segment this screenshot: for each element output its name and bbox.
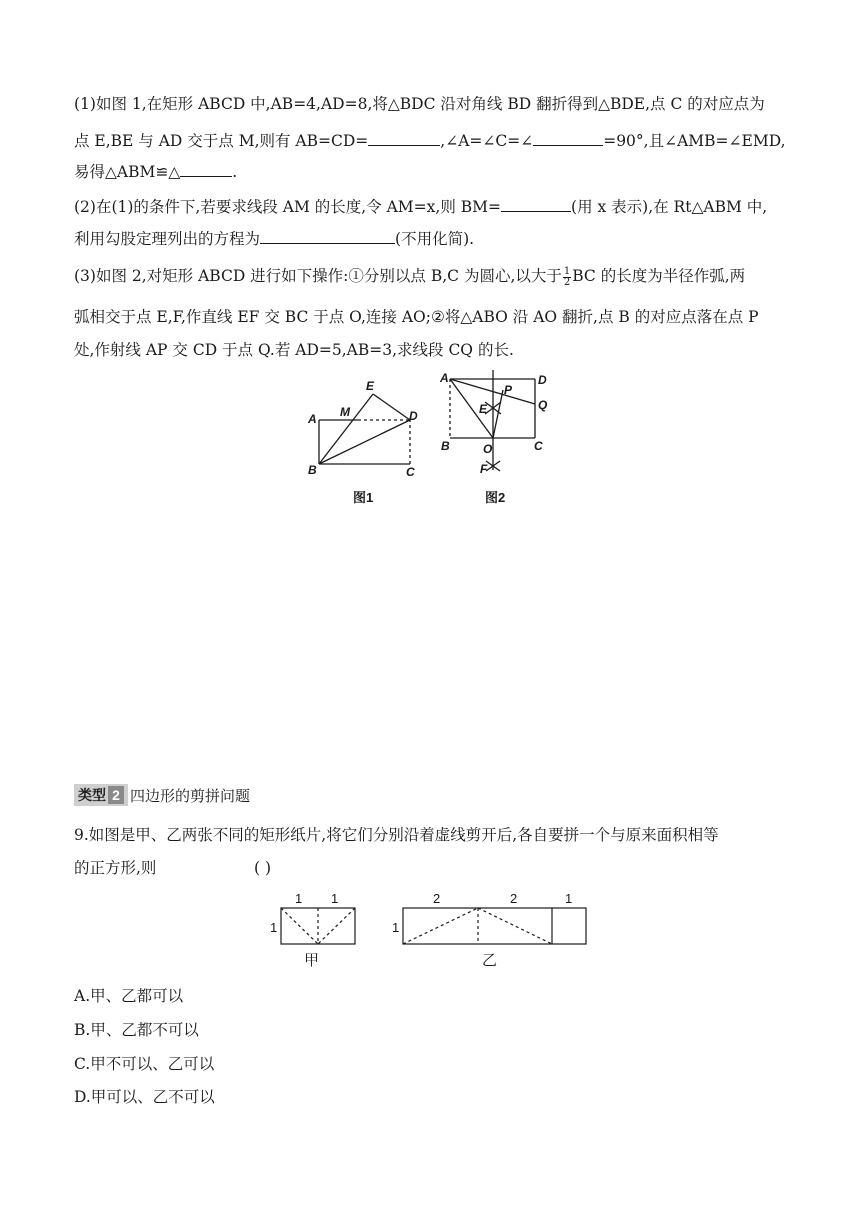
yi-dashed-right (478, 908, 552, 944)
yi-caption: 乙 (482, 952, 498, 969)
q8-part1-text-b: ,∠A=∠C=∠ (440, 132, 534, 150)
jia-top-label-1: 1 (295, 891, 303, 906)
section-tag (74, 784, 128, 806)
answer-blank-congruent[interactable] (180, 161, 232, 177)
section-tag-label: 类型 (78, 787, 106, 803)
q8-part3-line3: 处,作射线 AP 交 CD 于点 Q.若 AD=5,AB=3,求线段 CQ 的长. (74, 341, 514, 359)
q8-part1-line3 (74, 161, 237, 182)
q9-line1: 9.如图是甲、乙两张不同的矩形纸片,将它们分别沿着虚线剪开后,各自要拼一个与原来面积相等 (74, 826, 719, 844)
fig2-line-op (493, 390, 503, 438)
fig1-diagonal-bd (319, 420, 410, 464)
yi-top-label-1: 2 (433, 891, 441, 906)
fig1-label-c: C (406, 465, 415, 479)
answer-blank-ab[interactable] (368, 130, 440, 146)
q8-part1-text-d: 易得△ABM≌△ (74, 163, 181, 181)
fig2-label-a: A (440, 371, 449, 385)
fig2-caption: 图2 (485, 490, 506, 505)
jia-dashed-right (318, 908, 355, 944)
yi-rectangle (403, 908, 586, 944)
fig2-label-c: C (534, 439, 543, 453)
fig1-caption: 图1 (353, 490, 374, 505)
q8-part1-text-a: 点 E,BE 与 AD 交于点 M,则有 AB=CD= (74, 132, 369, 150)
answer-blank-bm[interactable] (501, 196, 571, 212)
q8-part3-text-a: (3)如图 2,对矩形 ABCD 进行如下操作:①分别以点 B,C 为圆心,以大于 (74, 267, 562, 285)
fig1-line-ed (373, 394, 410, 420)
section-heading (74, 784, 250, 806)
q9-line2 (74, 858, 272, 878)
fig2-label-b: B (441, 439, 450, 453)
section-tag-number: 2 (108, 786, 124, 804)
q8-part2-text-c: 利用勾股定理列出的方程为 (74, 230, 261, 248)
answer-blank-equation[interactable] (260, 228, 395, 244)
q8-part1-text-e: . (232, 163, 238, 181)
jia-side-label: 1 (270, 920, 278, 935)
fig1-label-e: E (366, 379, 375, 393)
paper-jia-figure (262, 885, 372, 975)
option-b[interactable]: B.甲、乙都不可以 (74, 1021, 199, 1039)
fig2-label-p: P (504, 383, 513, 397)
fig2-label-d: D (538, 373, 547, 387)
q8-part3-text-b: BC 的长度为半径作弧,两 (572, 267, 746, 285)
fraction-half (563, 267, 571, 288)
paper-yi-figure (388, 885, 598, 975)
yi-dashed-left (403, 908, 478, 944)
fig1-label-d: D (409, 409, 418, 423)
q8-part2-text-b: (用 x 表示),在 Rt△ABM 中, (571, 198, 768, 216)
answer-paren[interactable]: ( ) (254, 859, 272, 877)
fig1-label-b: B (308, 463, 317, 477)
jia-dashed-left (281, 908, 318, 944)
q8-part2-line2 (74, 228, 474, 249)
fig2-label-e: E (479, 402, 488, 416)
q8-part3-line1 (74, 266, 745, 288)
option-d[interactable]: D.甲可以、乙不可以 (74, 1088, 215, 1106)
q8-part1-line2 (74, 130, 786, 151)
section-title: 四边形的剪拼问题 (130, 786, 251, 805)
answer-blank-angle[interactable] (533, 130, 603, 146)
fig1-label-m: M (340, 405, 350, 419)
q8-part2-line1 (74, 196, 767, 217)
q8-part1-text-c: =90°,且∠AMB=∠EMD, (603, 132, 786, 150)
jia-caption: 甲 (304, 952, 320, 969)
q8-part3-line2: 弧相交于点 E,F,作直线 EF 交 BC 于点 O,连接 AO;②将△ABO 沿 AO 翻折,点 B 的对应点落在点 P (74, 308, 759, 326)
q8-part2-text-d: (不用化简). (395, 230, 475, 248)
q9-line2-text: 的正方形,则 (74, 859, 157, 877)
yi-top-label-2: 2 (510, 891, 518, 906)
figure-1 (305, 375, 425, 485)
q8-part1-line1: (1)如图 1,在矩形 ABCD 中,AB=4,AD=8,将△BDC 沿对角线 BD 翻折得到△BDE,点 C 的对应点为 (74, 95, 765, 113)
yi-side-label: 1 (392, 920, 400, 935)
fig2-label-q: Q (538, 398, 548, 412)
fraction-denominator: 2 (563, 276, 571, 288)
yi-top-label-3: 1 (565, 891, 573, 906)
option-a[interactable]: A.甲、乙都可以 (74, 987, 184, 1005)
fig2-label-f: F (480, 462, 488, 476)
fig1-label-a: A (308, 412, 317, 426)
fraction-numerator: 1 (563, 265, 571, 277)
jia-top-label-2: 1 (331, 891, 339, 906)
q8-part2-text-a: (2)在(1)的条件下,若要求线段 AM 的长度,令 AM=x,则 BM= (74, 198, 502, 216)
figure-2 (437, 370, 567, 480)
option-c[interactable]: C.甲不可以、乙可以 (74, 1055, 215, 1073)
fig2-label-o: O (483, 442, 493, 456)
